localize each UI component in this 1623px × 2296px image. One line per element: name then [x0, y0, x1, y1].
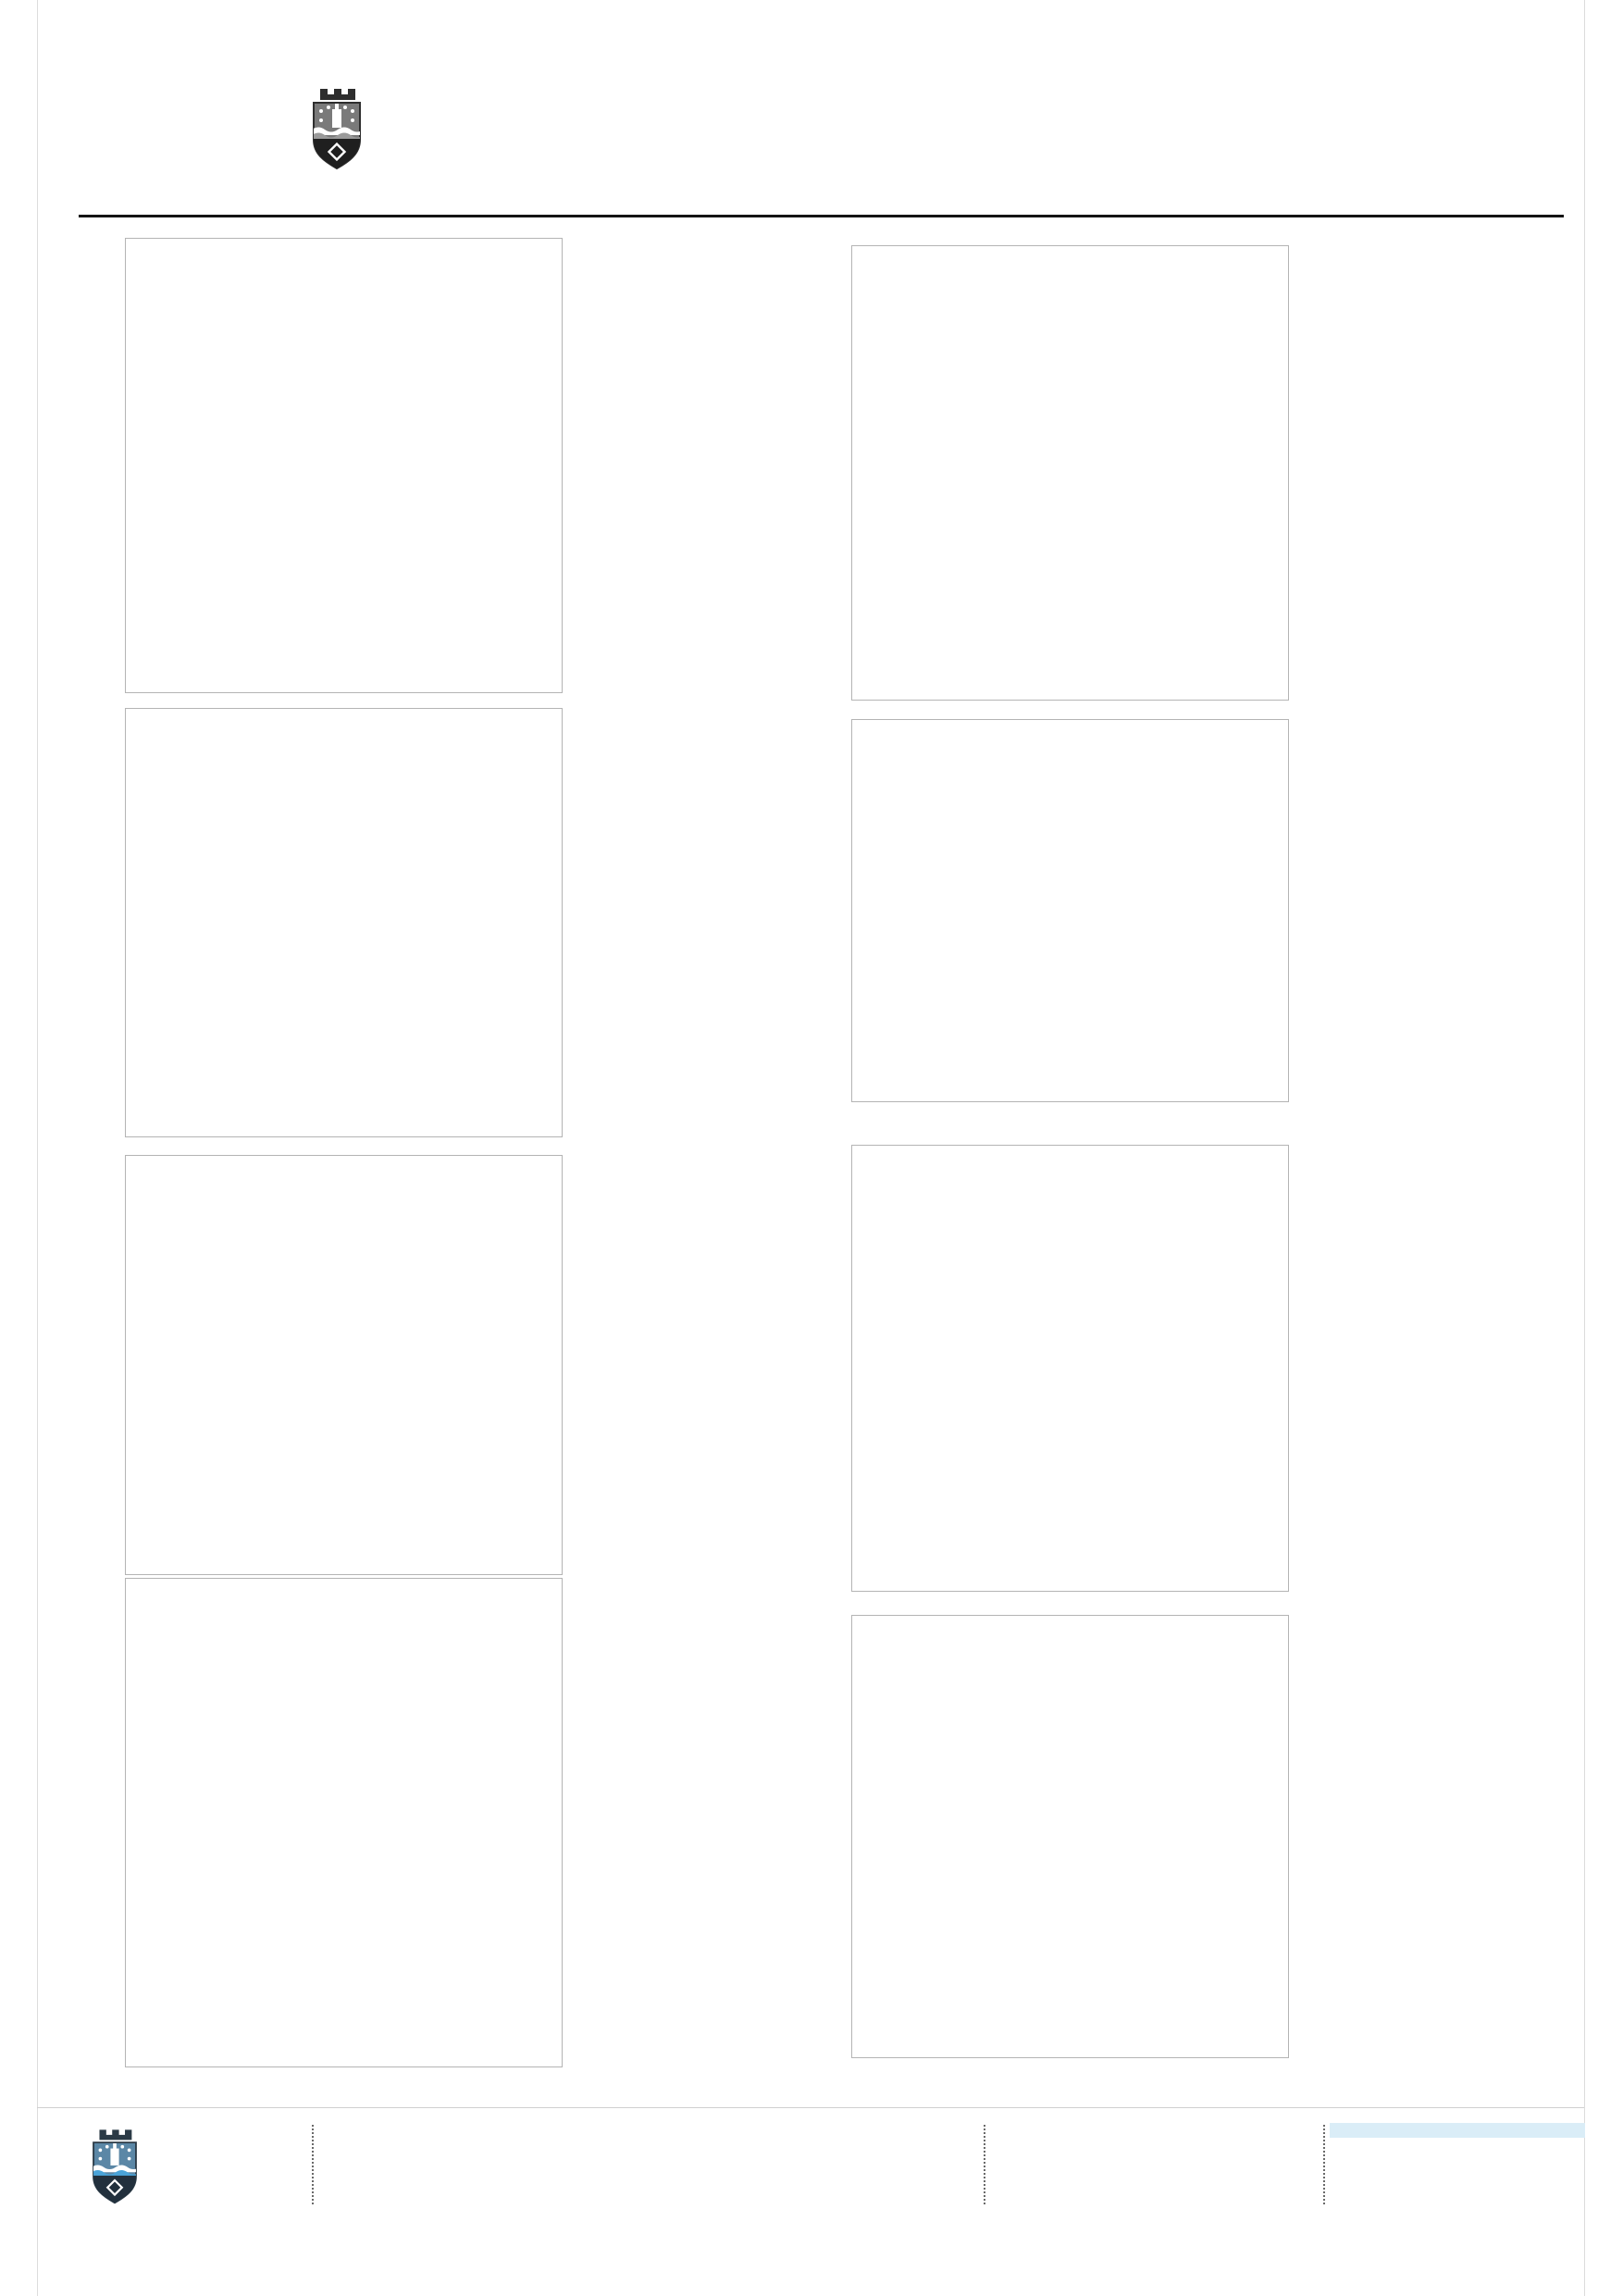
- coordinate-table-block: [574, 1584, 851, 1589]
- plot-diagram-panel: [851, 1615, 1289, 2058]
- plot-diagram-panel: [125, 1155, 563, 1575]
- footer-separator: [312, 2125, 314, 2204]
- page-edge-line-right: [1584, 0, 1585, 2296]
- coat-of-arms-icon: [308, 81, 365, 172]
- parcel-diagram: [852, 1616, 1288, 2057]
- parcel-diagram: [126, 709, 562, 1136]
- plot-diagram-panel: [125, 1578, 563, 2067]
- parcel-diagram: [852, 1146, 1288, 1591]
- newspaper-footer: [79, 2119, 1582, 2244]
- footer-separator: [1323, 2125, 1325, 2204]
- parcel-diagram: [852, 720, 1288, 1101]
- coordinate-table-block: [574, 239, 851, 243]
- plot-diagram-panel: [125, 238, 563, 693]
- newspaper-header: [79, 37, 1578, 215]
- coordinate-table-block: [574, 713, 851, 717]
- coordinate-table-block: [1300, 1632, 1578, 1636]
- parcel-diagram: [126, 239, 562, 692]
- plot-diagram-panel: [851, 719, 1289, 1102]
- coordinate-table-block: [1300, 1154, 1578, 1159]
- plot-diagram-panel: [125, 708, 563, 1137]
- footer-divider-line: [37, 2107, 1584, 2108]
- plot-diagram-panel: [851, 245, 1289, 701]
- page-edge-line-left: [37, 0, 38, 2296]
- footer-separator: [984, 2125, 985, 2204]
- parcel-diagram: [126, 1579, 562, 2066]
- plot-diagram-panel: [851, 1145, 1289, 1592]
- header-divider-rule: [79, 215, 1564, 217]
- coordinate-table-block: [1300, 720, 1578, 725]
- parcel-diagram: [852, 246, 1288, 700]
- coordinate-table-block: [1300, 252, 1578, 256]
- coordinate-table-block: [574, 1172, 851, 1176]
- parcel-diagram: [126, 1156, 562, 1574]
- coat-of-arms-icon: [88, 2123, 142, 2206]
- footer-editor-block: [1330, 2123, 1585, 2138]
